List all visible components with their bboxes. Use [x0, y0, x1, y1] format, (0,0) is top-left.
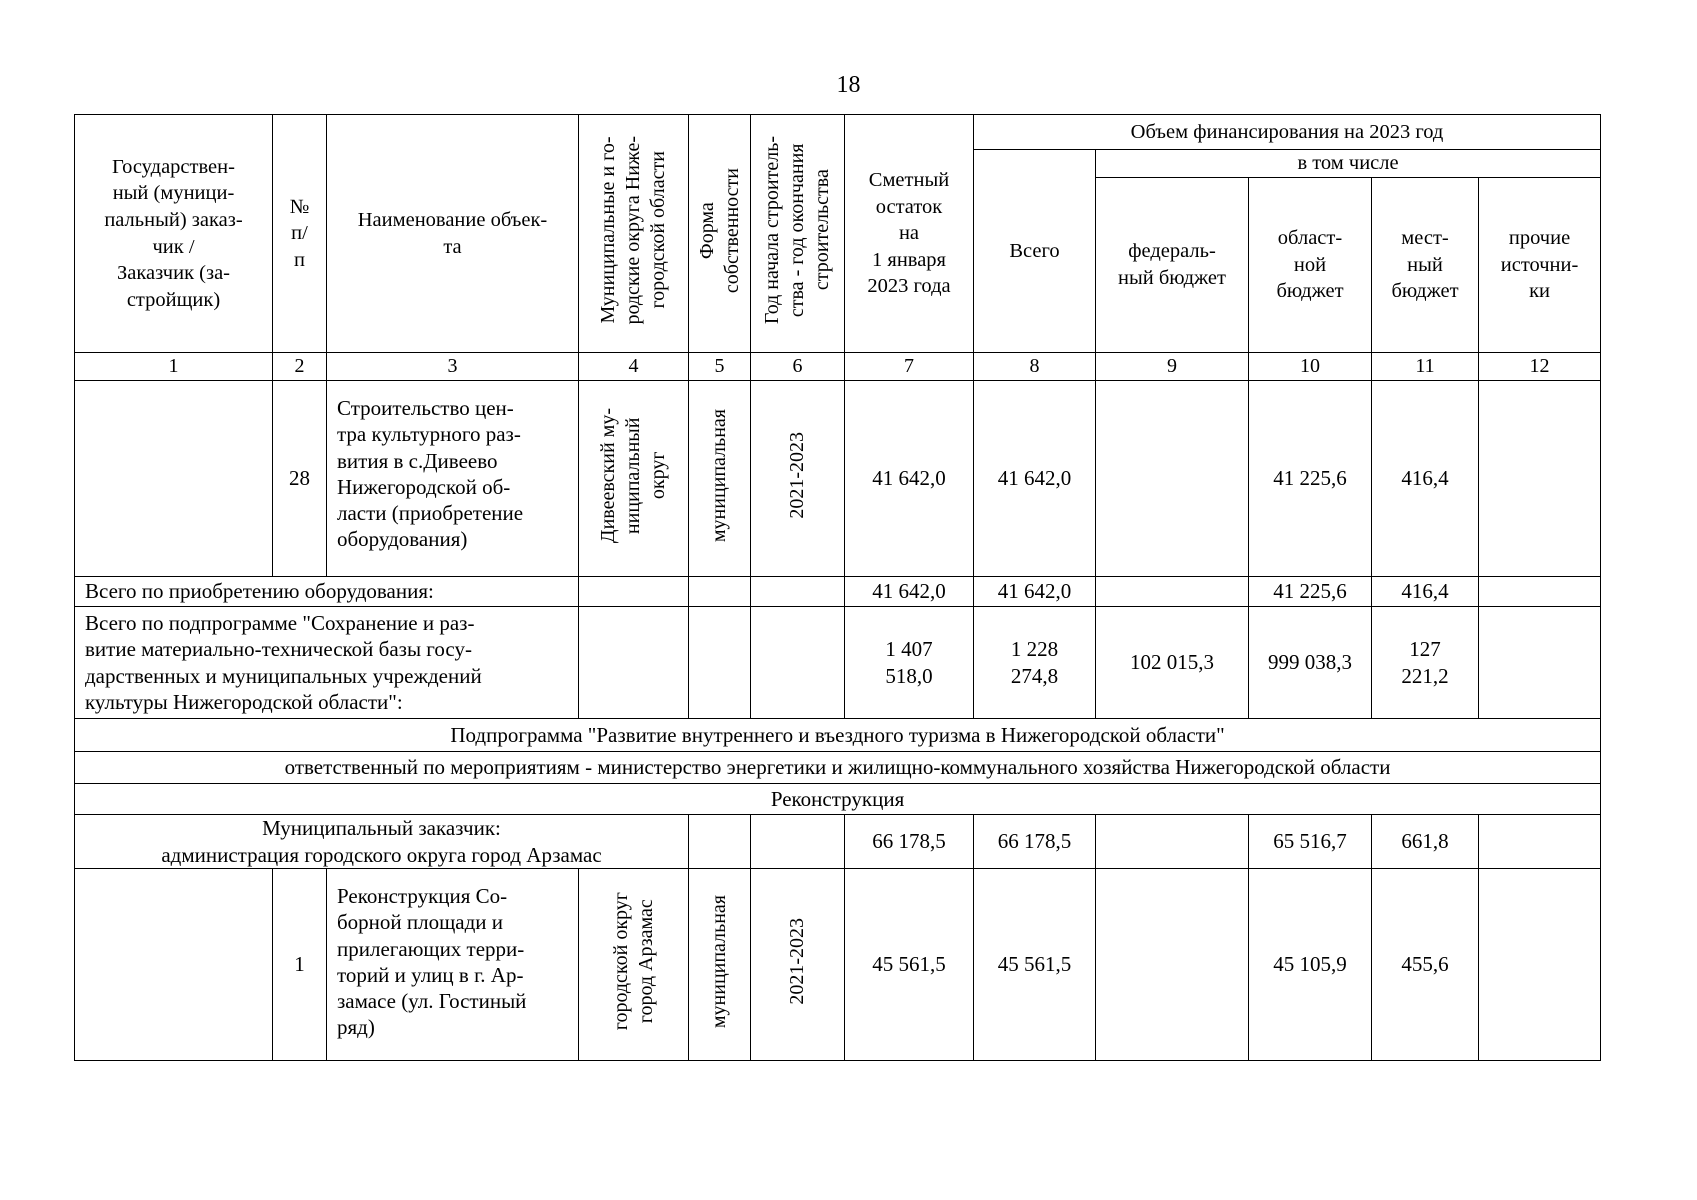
- row-years: 2021-2023: [786, 918, 808, 1005]
- row-district: городской округ город Арзамас: [609, 892, 657, 1031]
- header-local: мест- ный бюджет: [1372, 178, 1479, 353]
- total-subprogram-local: 127 221,2: [1372, 607, 1479, 719]
- page-number: 18: [836, 72, 861, 98]
- row-federal: [1096, 381, 1249, 577]
- col-num: 8: [974, 353, 1096, 381]
- table-row: [75, 577, 1601, 607]
- col-num: 2: [273, 353, 327, 381]
- row-ownership: муниципальная: [708, 408, 730, 542]
- col-num: 9: [1096, 353, 1249, 381]
- col-num: 12: [1479, 353, 1601, 381]
- col-num: 6: [751, 353, 845, 381]
- row-district: Дивеевский му- ниципальный округ: [597, 407, 669, 543]
- col-num: 5: [689, 353, 751, 381]
- municipal-customer-regional: 65 516,7: [1249, 815, 1372, 869]
- table-row: [75, 815, 1601, 869]
- row-customer: [75, 381, 273, 577]
- empty-cell: [689, 815, 751, 869]
- municipal-customer-other: [1479, 815, 1601, 869]
- row-regional: 41 225,6: [1249, 381, 1372, 577]
- empty-cell: [751, 577, 845, 607]
- total-subprogram-regional: 999 038,3: [1249, 607, 1372, 719]
- total-equipment-estimate: 41 642,0: [845, 577, 974, 607]
- municipal-customer-federal: [1096, 815, 1249, 869]
- row-other: [1479, 869, 1601, 1061]
- column-number-row: [75, 353, 1601, 381]
- municipal-customer-estimate: 66 178,5: [845, 815, 974, 869]
- row-ownership-cell: [689, 869, 751, 1061]
- header-including: в том числе: [1096, 150, 1601, 178]
- financing-table: [74, 114, 1601, 1061]
- empty-cell: [689, 607, 751, 719]
- total-equipment-regional: 41 225,6: [1249, 577, 1372, 607]
- total-subprogram-other: [1479, 607, 1601, 719]
- header-other: прочие источни- ки: [1479, 178, 1601, 353]
- col-num: 11: [1372, 353, 1479, 381]
- municipal-customer-local: 661,8: [1372, 815, 1479, 869]
- row-district-cell: [579, 869, 689, 1061]
- col-num: 3: [327, 353, 579, 381]
- row-district-cell: [579, 381, 689, 577]
- total-subprogram-label: Всего по подпрограмме "Сохранение и раз- витие материально-технической базы госу- дарственных и муниципальных учреждений культуры Нижегородской области":: [75, 607, 579, 719]
- col-num: 4: [579, 353, 689, 381]
- row-federal: [1096, 869, 1249, 1061]
- header-years: Год начала строитель- ства - год окончания строительства: [761, 136, 833, 325]
- subprogram-title: Подпрограмма "Развитие внутреннего и въездного туризма в Нижегородской области": [75, 719, 1601, 752]
- row-other: [1479, 381, 1601, 577]
- table-row: [75, 381, 1601, 577]
- total-subprogram-estimate: 1 407 518,0: [845, 607, 974, 719]
- header-ownership: Форма собственности: [695, 167, 743, 293]
- row-years: 2021-2023: [786, 432, 808, 519]
- row-years-cell: [751, 869, 845, 1061]
- responsible-ministry: ответственный по мероприятиям - министерство энергетики и жилищно-коммунального хозяйства Нижегородской области: [75, 752, 1601, 784]
- row-regional: 45 105,9: [1249, 869, 1372, 1061]
- header-estimate: Сметный остаток на 1 января 2023 года: [845, 115, 974, 353]
- header-customer: Государствен- ный (муници- пальный) заказ- чик / Заказчик (за- стройщик): [75, 115, 273, 353]
- total-subprogram-total: 1 228 274,8: [974, 607, 1096, 719]
- empty-cell: [579, 607, 689, 719]
- header-number: № п/ п: [273, 115, 327, 353]
- row-ownership-cell: [689, 381, 751, 577]
- row-years-cell: [751, 381, 845, 577]
- row-estimate: 45 561,5: [845, 869, 974, 1061]
- row-number: 1: [273, 869, 327, 1061]
- header-total: Всего: [974, 150, 1096, 353]
- municipal-customer-label: Муниципальный заказчик: администрация городского округа город Арзамас: [75, 815, 689, 869]
- header-object-name: Наименование объек- та: [327, 115, 579, 353]
- empty-cell: [751, 607, 845, 719]
- table-row: [75, 607, 1601, 719]
- col-num: 7: [845, 353, 974, 381]
- empty-cell: [689, 577, 751, 607]
- row-ownership: муниципальная: [708, 894, 730, 1028]
- col-num: 10: [1249, 353, 1372, 381]
- total-equipment-federal: [1096, 577, 1249, 607]
- header-districts-cell: [579, 115, 689, 353]
- header-regional: област- ной бюджет: [1249, 178, 1372, 353]
- total-equipment-other: [1479, 577, 1601, 607]
- header-federal: федераль- ный бюджет: [1096, 178, 1249, 353]
- total-equipment-total: 41 642,0: [974, 577, 1096, 607]
- row-local: 416,4: [1372, 381, 1479, 577]
- municipal-customer-total: 66 178,5: [974, 815, 1096, 869]
- header-ownership-cell: [689, 115, 751, 353]
- row-object: Реконструкция Со- борной площади и прилегающих терри- торий и улиц в г. Ар- замасе (ул. Гостиный ряд): [327, 869, 579, 1061]
- header-years-cell: [751, 115, 845, 353]
- header-districts: Муниципальные и го- родские округа Ниже- городской области: [597, 136, 669, 325]
- total-equipment-label: Всего по приобретению оборудования:: [75, 577, 579, 607]
- empty-cell: [751, 815, 845, 869]
- section-title: Реконструкция: [75, 784, 1601, 815]
- row-object: Строительство цен- тра культурного раз- вития в с.Дивеево Нижегородской об- ласти (приобретение оборудования): [327, 381, 579, 577]
- row-number: 28: [273, 381, 327, 577]
- row-customer: [75, 869, 273, 1061]
- total-subprogram-federal: 102 015,3: [1096, 607, 1249, 719]
- total-equipment-local: 416,4: [1372, 577, 1479, 607]
- header-financing: Объем финансирования на 2023 год: [974, 115, 1601, 150]
- col-num: 1: [75, 353, 273, 381]
- row-estimate: 41 642,0: [845, 381, 974, 577]
- row-total: 45 561,5: [974, 869, 1096, 1061]
- row-total: 41 642,0: [974, 381, 1096, 577]
- table-row: [75, 869, 1601, 1061]
- empty-cell: [579, 577, 689, 607]
- row-local: 455,6: [1372, 869, 1479, 1061]
